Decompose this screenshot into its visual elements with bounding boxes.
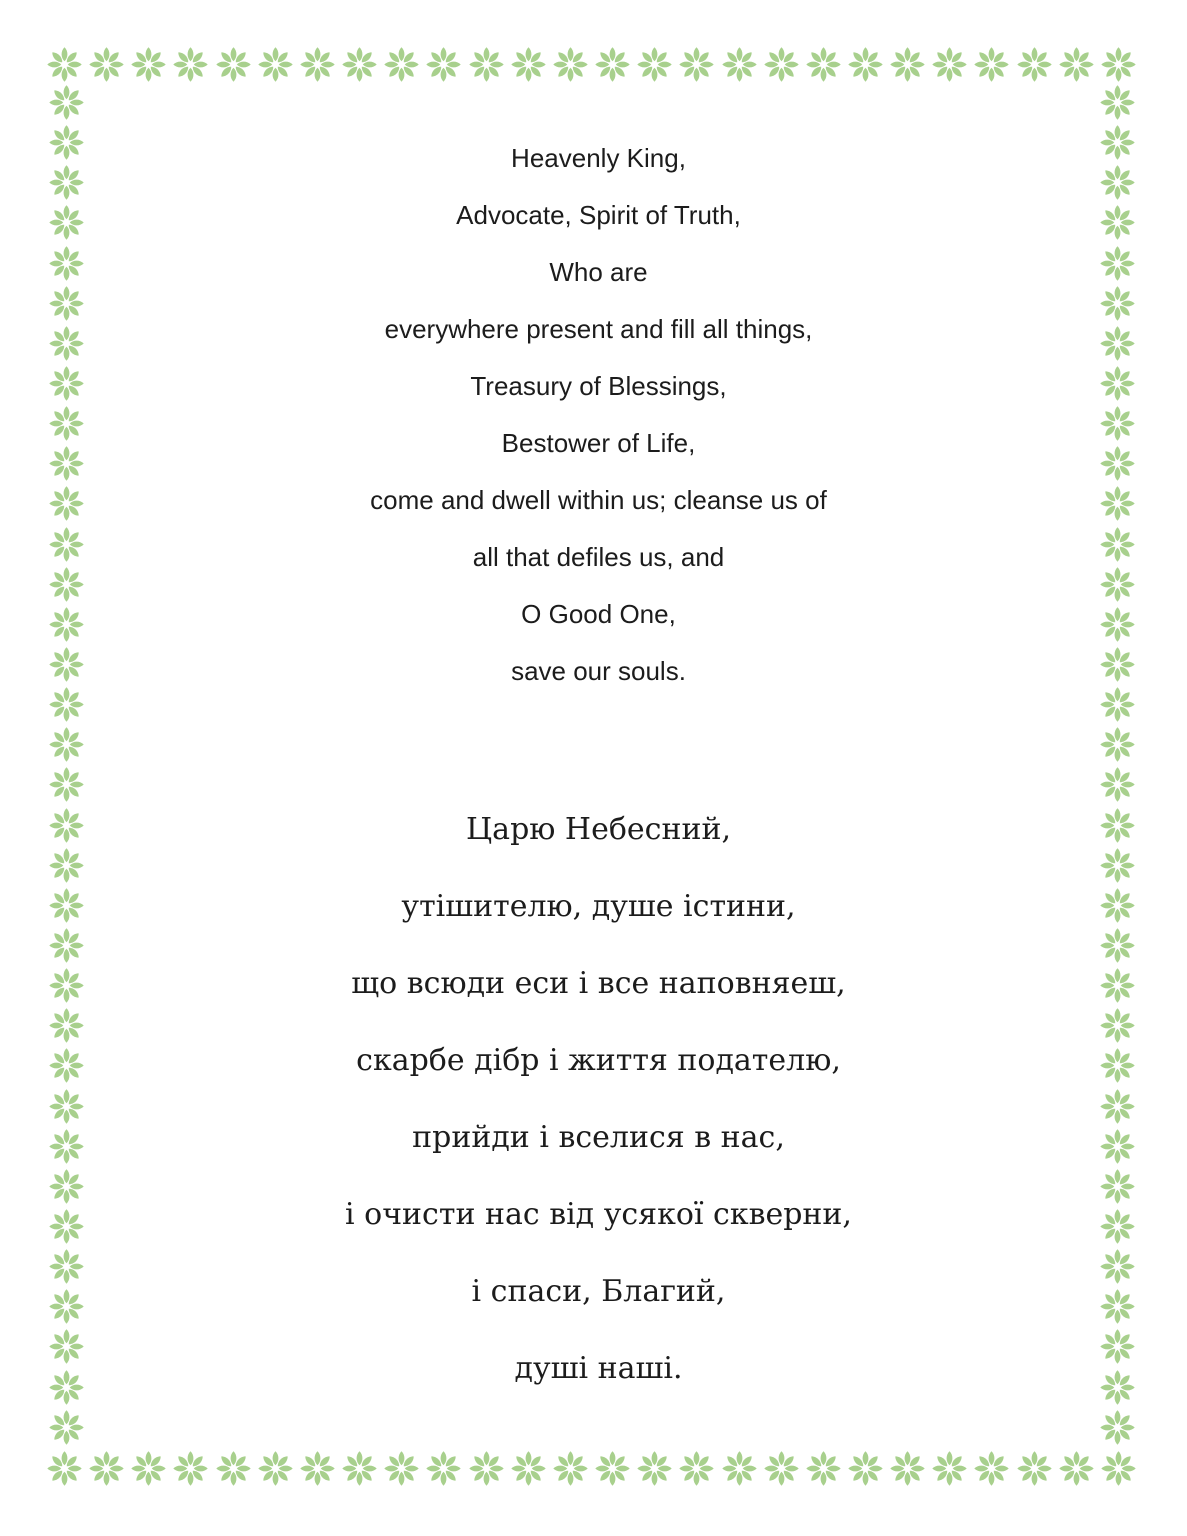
eight-petal-flower-icon [88, 1450, 125, 1487]
eight-petal-flower-icon [130, 1450, 167, 1487]
eight-petal-flower-icon [1099, 1088, 1136, 1125]
floral-border-right [1097, 84, 1137, 1446]
ukrainian-prayer-line-7: і спаси, Благий, [471, 1274, 726, 1309]
eight-petal-flower-icon [847, 46, 884, 83]
eight-petal-flower-icon [48, 1409, 85, 1446]
ukrainian-prayer-line-6: і очисти нас від усякої скверни, [345, 1197, 852, 1232]
eight-petal-flower-icon [1100, 1450, 1137, 1487]
eight-petal-flower-icon [510, 46, 547, 83]
eight-petal-flower-icon [1099, 766, 1136, 803]
eight-petal-flower-icon [48, 325, 85, 362]
ukrainian-prayer-block [100, 791, 1097, 1407]
ukrainian-prayer-line-2: утішителю, душе істини, [401, 889, 796, 924]
eight-petal-flower-icon [1100, 46, 1137, 83]
eight-petal-flower-icon [48, 124, 85, 161]
ukrainian-prayer-line-8: душі наші. [514, 1351, 683, 1386]
eight-petal-flower-icon [48, 807, 85, 844]
eight-petal-flower-icon [1099, 726, 1136, 763]
eight-petal-flower-icon [1099, 485, 1136, 522]
eight-petal-flower-icon [341, 46, 378, 83]
eight-petal-flower-icon [1099, 1328, 1136, 1365]
eight-petal-flower-icon [215, 1450, 252, 1487]
eight-petal-flower-icon [48, 1369, 85, 1406]
eight-petal-flower-icon [552, 46, 589, 83]
eight-petal-flower-icon [1099, 887, 1136, 924]
eight-petal-flower-icon [1099, 807, 1136, 844]
ukrainian-prayer-line-5: прийди і вселися в нас, [412, 1120, 785, 1155]
eight-petal-flower-icon [48, 887, 85, 924]
eight-petal-flower-icon [1099, 1248, 1136, 1285]
eight-petal-flower-icon [48, 606, 85, 643]
eight-petal-flower-icon [215, 46, 252, 83]
eight-petal-flower-icon [257, 1450, 294, 1487]
eight-petal-flower-icon [1099, 526, 1136, 563]
eight-petal-flower-icon [973, 46, 1010, 83]
eight-petal-flower-icon [1099, 365, 1136, 402]
eight-petal-flower-icon [1099, 84, 1136, 121]
eight-petal-flower-icon [48, 1288, 85, 1325]
eight-petal-flower-icon [889, 46, 926, 83]
english-prayer-line-10: save our souls. [511, 656, 686, 686]
eight-petal-flower-icon [48, 1168, 85, 1205]
eight-petal-flower-icon [468, 46, 505, 83]
eight-petal-flower-icon [48, 1047, 85, 1084]
eight-petal-flower-icon [299, 46, 336, 83]
eight-petal-flower-icon [678, 1450, 715, 1487]
eight-petal-flower-icon [1099, 285, 1136, 322]
floral-border-top [46, 44, 1137, 84]
eight-petal-flower-icon [1099, 847, 1136, 884]
eight-petal-flower-icon [172, 1450, 209, 1487]
english-prayer-line-3: Who are [549, 257, 648, 287]
eight-petal-flower-icon [48, 485, 85, 522]
english-prayer-block [100, 130, 1097, 700]
english-prayer-line-1: Heavenly King, [511, 143, 686, 173]
eight-petal-flower-icon [1099, 1168, 1136, 1205]
eight-petal-flower-icon [552, 1450, 589, 1487]
eight-petal-flower-icon [1099, 686, 1136, 723]
eight-petal-flower-icon [48, 365, 85, 402]
eight-petal-flower-icon [847, 1450, 884, 1487]
eight-petal-flower-icon [88, 46, 125, 83]
eight-petal-flower-icon [805, 1450, 842, 1487]
floral-border-left [46, 84, 86, 1446]
eight-petal-flower-icon [889, 1450, 926, 1487]
eight-petal-flower-icon [257, 46, 294, 83]
eight-petal-flower-icon [805, 46, 842, 83]
eight-petal-flower-icon [1099, 1208, 1136, 1245]
eight-petal-flower-icon [48, 566, 85, 603]
eight-petal-flower-icon [1099, 405, 1136, 442]
eight-petal-flower-icon [130, 46, 167, 83]
page-content [100, 95, 1097, 1407]
eight-petal-flower-icon [48, 686, 85, 723]
eight-petal-flower-icon [48, 245, 85, 282]
eight-petal-flower-icon [48, 204, 85, 241]
eight-petal-flower-icon [1099, 204, 1136, 241]
eight-petal-flower-icon [1058, 46, 1095, 83]
eight-petal-flower-icon [48, 766, 85, 803]
eight-petal-flower-icon [383, 46, 420, 83]
eight-petal-flower-icon [48, 84, 85, 121]
eight-petal-flower-icon [636, 46, 673, 83]
eight-petal-flower-icon [46, 46, 83, 83]
eight-petal-flower-icon [1099, 1047, 1136, 1084]
eight-petal-flower-icon [48, 1208, 85, 1245]
eight-petal-flower-icon [1099, 1288, 1136, 1325]
eight-petal-flower-icon [1099, 445, 1136, 482]
eight-petal-flower-icon [48, 445, 85, 482]
eight-petal-flower-icon [48, 405, 85, 442]
eight-petal-flower-icon [1099, 967, 1136, 1004]
eight-petal-flower-icon [425, 46, 462, 83]
english-prayer-line-7: come and dwell within us; cleanse us of [370, 485, 827, 515]
eight-petal-flower-icon [1016, 1450, 1053, 1487]
eight-petal-flower-icon [636, 1450, 673, 1487]
eight-petal-flower-icon [1099, 1369, 1136, 1406]
eight-petal-flower-icon [931, 46, 968, 83]
eight-petal-flower-icon [48, 1128, 85, 1165]
eight-petal-flower-icon [510, 1450, 547, 1487]
eight-petal-flower-icon [48, 285, 85, 322]
eight-petal-flower-icon [594, 1450, 631, 1487]
eight-petal-flower-icon [1099, 325, 1136, 362]
eight-petal-flower-icon [1058, 1450, 1095, 1487]
english-prayer-line-6: Bestower of Life, [501, 428, 696, 458]
eight-petal-flower-icon [468, 1450, 505, 1487]
eight-petal-flower-icon [721, 1450, 758, 1487]
eight-petal-flower-icon [594, 46, 631, 83]
eight-petal-flower-icon [1099, 124, 1136, 161]
eight-petal-flower-icon [763, 46, 800, 83]
english-prayer-line-4: everywhere present and fill all things, [384, 314, 813, 344]
eight-petal-flower-icon [1099, 927, 1136, 964]
eight-petal-flower-icon [341, 1450, 378, 1487]
eight-petal-flower-icon [172, 46, 209, 83]
english-prayer-line-5: Treasury of Blessings, [470, 371, 727, 401]
eight-petal-flower-icon [46, 1450, 83, 1487]
eight-petal-flower-icon [48, 1007, 85, 1044]
eight-petal-flower-icon [383, 1450, 420, 1487]
ukrainian-prayer-line-1: Царю Небесний, [466, 812, 731, 847]
eight-petal-flower-icon [299, 1450, 336, 1487]
floral-border-bottom [46, 1448, 1137, 1488]
english-prayer-line-8: all that defiles us, and [472, 542, 725, 572]
eight-petal-flower-icon [931, 1450, 968, 1487]
eight-petal-flower-icon [48, 847, 85, 884]
eight-petal-flower-icon [1016, 46, 1053, 83]
eight-petal-flower-icon [721, 46, 758, 83]
eight-petal-flower-icon [1099, 1128, 1136, 1165]
eight-petal-flower-icon [48, 1088, 85, 1125]
ukrainian-prayer-line-3: що всюди еси і все наповняеш, [351, 966, 846, 1001]
eight-petal-flower-icon [48, 967, 85, 1004]
eight-petal-flower-icon [48, 646, 85, 683]
eight-petal-flower-icon [1099, 606, 1136, 643]
eight-petal-flower-icon [1099, 1007, 1136, 1044]
eight-petal-flower-icon [48, 927, 85, 964]
eight-petal-flower-icon [1099, 566, 1136, 603]
eight-petal-flower-icon [48, 526, 85, 563]
eight-petal-flower-icon [48, 726, 85, 763]
eight-petal-flower-icon [1099, 245, 1136, 282]
eight-petal-flower-icon [1099, 1409, 1136, 1446]
eight-petal-flower-icon [48, 1248, 85, 1285]
eight-petal-flower-icon [763, 1450, 800, 1487]
eight-petal-flower-icon [425, 1450, 462, 1487]
english-prayer-line-2: Advocate, Spirit of Truth, [456, 200, 741, 230]
eight-petal-flower-icon [678, 46, 715, 83]
eight-petal-flower-icon [48, 1328, 85, 1365]
english-prayer-line-9: O Good One, [521, 599, 676, 629]
ukrainian-prayer-line-4: скарбе дібр і життя подателю, [356, 1043, 841, 1078]
eight-petal-flower-icon [1099, 164, 1136, 201]
eight-petal-flower-icon [973, 1450, 1010, 1487]
eight-petal-flower-icon [48, 164, 85, 201]
eight-petal-flower-icon [1099, 646, 1136, 683]
